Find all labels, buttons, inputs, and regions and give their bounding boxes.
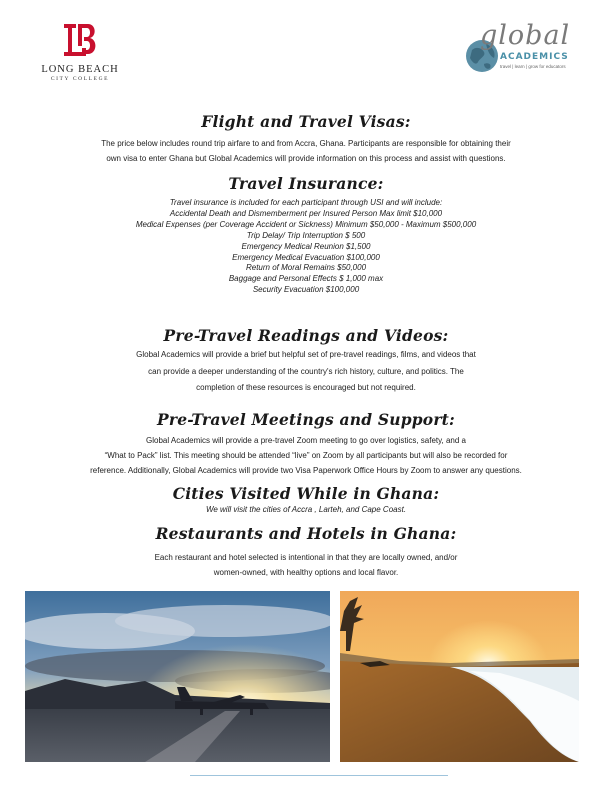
insurance-heading: Travel Insurance: bbox=[228, 174, 384, 193]
lbcc-name: LONG BEACH bbox=[41, 64, 119, 75]
readings-line: can provide a deeper understanding of the country's rich history, culture, and politics. The bbox=[148, 366, 464, 376]
insurance-list bbox=[0, 198, 612, 296]
beach-sunset-photo bbox=[340, 591, 579, 762]
footer-rule bbox=[190, 775, 448, 776]
flight-paragraph bbox=[0, 136, 612, 166]
meetings-heading: Pre-Travel Meetings and Support: bbox=[157, 410, 455, 429]
insurance-line: Emergency Medical Reunion $1,500 bbox=[241, 241, 371, 251]
readings-line: completion of these resources is encouraged but not required. bbox=[196, 383, 416, 392]
lbcc-logo bbox=[38, 20, 122, 82]
insurance-line: Travel insurance is included for each participant through USI and will include: bbox=[169, 198, 443, 207]
meetings-paragraph bbox=[0, 433, 612, 478]
cities-heading: Cities Visited While in Ghana: bbox=[172, 484, 440, 503]
insurance-line: Trip Delay/ Trip Interruption $ 500 bbox=[246, 230, 366, 240]
meetings-line: reference. Additionally, Global Academics will provide two Visa Paperwork Office Hours by Zoom to answer any questions. bbox=[90, 466, 522, 475]
insurance-line: Return of Moral Remains $50,000 bbox=[245, 263, 367, 273]
flight-line: own visa to enter Ghana but Global Academics will provide information on this process and assist with questions. bbox=[106, 154, 506, 163]
restaurants-line: Each restaurant and hotel selected is intentional in that they are locally owned, and/or bbox=[154, 553, 458, 562]
cities-text: We will visit the cities of Accra , Larteh, and Cape Coast. bbox=[205, 505, 407, 514]
meetings-line: “What to Pack” list. This meeting should be attended “live” on Zoom by all participants but will also be recorded for bbox=[104, 451, 508, 460]
lbcc-subtitle: CITY COLLEGE bbox=[50, 76, 110, 82]
insurance-line: Security Evacuation $100,000 bbox=[252, 285, 360, 295]
global-academics-logo bbox=[462, 14, 582, 80]
restaurants-heading: Restaurants and Hotels in Ghana: bbox=[155, 524, 457, 543]
ga-script-wordmark: global bbox=[480, 20, 571, 51]
flight-heading: Flight and Travel Visas: bbox=[201, 112, 411, 131]
insurance-line: Baggage and Personal Effects $ 1,000 max bbox=[228, 274, 384, 284]
ga-tagline: travel | learn | grow for educators bbox=[500, 64, 566, 69]
ga-academics-wordmark: ACADEMICS bbox=[500, 52, 569, 62]
flight-line: The price below includes round trip airfare to and from Accra, Ghana. Participants are responsible for obtaining their bbox=[101, 139, 511, 148]
insurance-line: Emergency Medical Evacuation $100,000 bbox=[232, 252, 380, 262]
insurance-line: Accidental Death and Dismemberment per Insured Person Max limit $10,000 bbox=[169, 208, 443, 218]
readings-heading: Pre-Travel Readings and Videos: bbox=[163, 326, 449, 345]
restaurants-paragraph bbox=[0, 550, 612, 580]
airplane-sunset-photo bbox=[25, 591, 330, 762]
readings-paragraph bbox=[0, 347, 612, 397]
restaurants-line: women-owned, with healthy options and local flavor. bbox=[213, 568, 399, 577]
meetings-line: Global Academics will provide a pre-travel Zoom meeting to go over logistics, safety, and a bbox=[146, 436, 466, 445]
readings-line: Global Academics will provide a brief but helpful set of pre-travel readings, films, and videos that bbox=[136, 350, 476, 359]
lbcc-monogram-icon bbox=[60, 20, 100, 60]
insurance-line: Medical Expenses (per Coverage Accident or Sickness) Minimum $50,000 - Maximum $500,000 bbox=[135, 219, 477, 229]
